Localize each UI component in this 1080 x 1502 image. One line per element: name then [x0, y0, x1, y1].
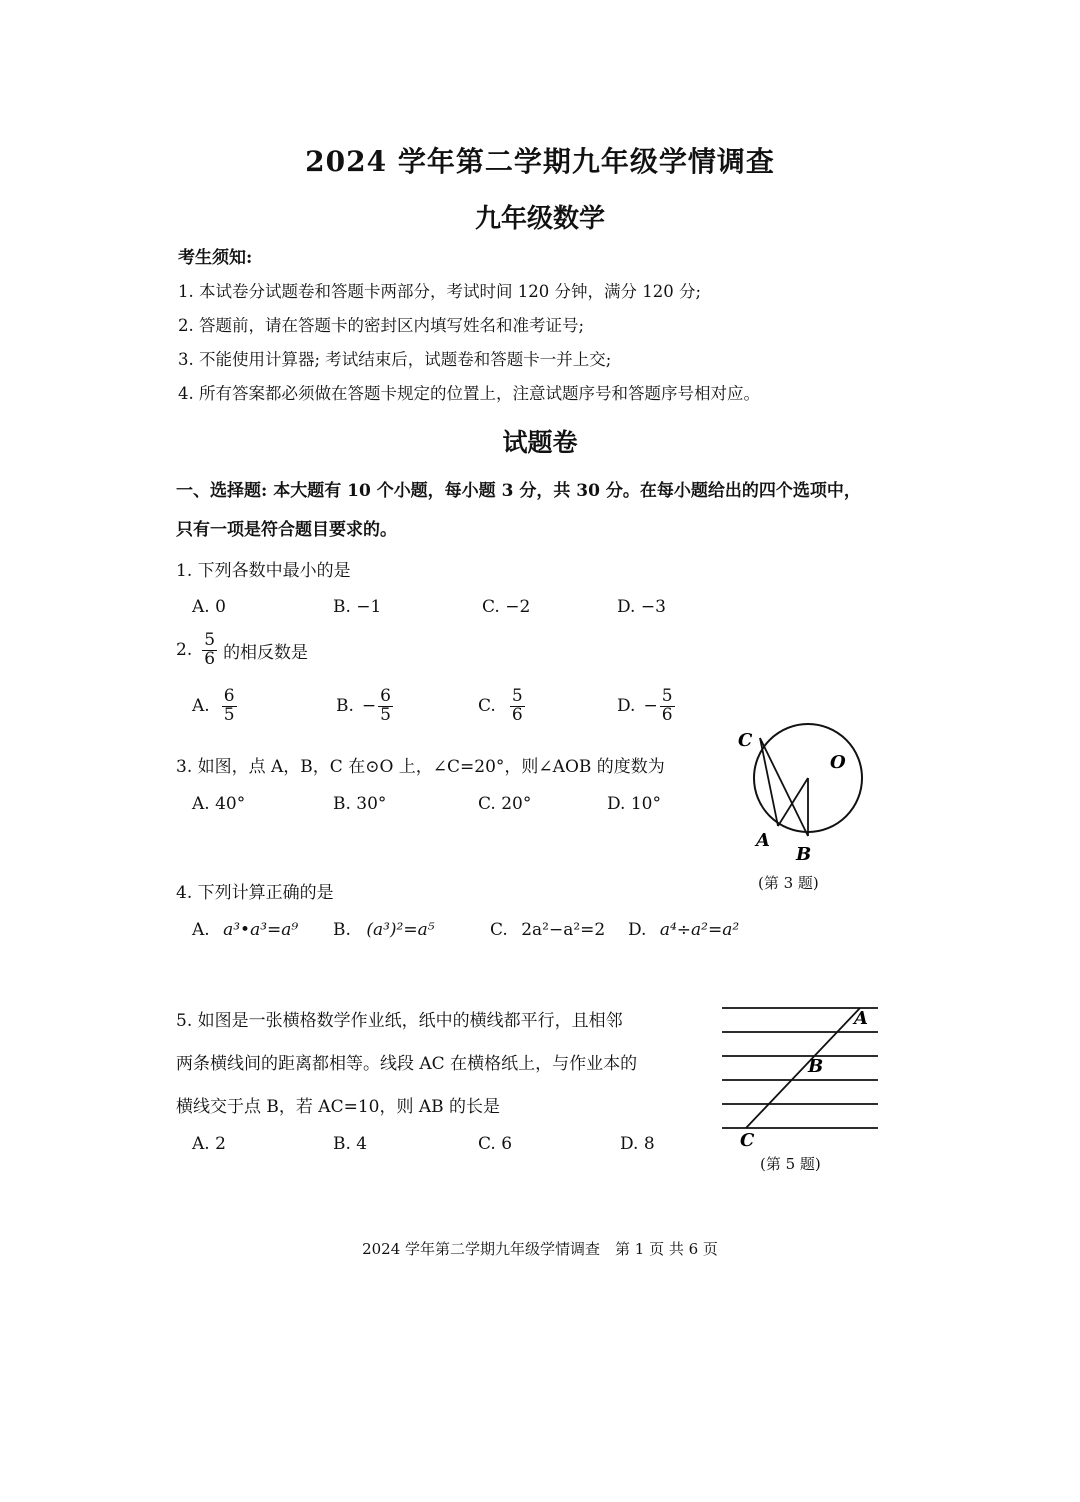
q4-b-expr: (a³)²=a⁵	[366, 920, 435, 940]
q1-stem: 1. 下列各数中最小的是	[176, 561, 351, 581]
q5-option-a: A. 2	[192, 1134, 226, 1154]
q5-label-c: C	[740, 1130, 755, 1150]
q4-b-label: B.	[333, 920, 351, 940]
q3-label-o: O	[830, 752, 846, 773]
q4-option-b	[333, 920, 435, 940]
q3-circle-figure	[730, 720, 880, 870]
q1-option-d: D. −3	[617, 597, 666, 617]
page-footer: 2024 学年第二学期九年级学情调查 第 1 页 共 6 页	[362, 1240, 718, 1258]
q3-label-b: B	[796, 844, 812, 865]
q5-option-d: D. 8	[620, 1134, 655, 1154]
q3-segment-ca	[760, 738, 778, 826]
exam-title: 2024 学年第二学期九年级学情调查	[305, 145, 775, 178]
q2-a-label: A.	[192, 696, 210, 717]
q4-option-a	[192, 920, 298, 940]
q2-c-fraction	[510, 688, 525, 725]
q5-stem-line2: 两条横线间的距离都相等。线段 AC 在横格纸上，与作业本的	[176, 1054, 638, 1074]
q2-option-b	[336, 688, 393, 725]
q2-d-num: 5	[661, 686, 673, 706]
part1-instructions-line1: 一、选择题: 本大题有 10 个小题，每小题 3 分，共 30 分。在每小题给出的四个选项中，	[176, 481, 861, 501]
notice-item: 1. 本试卷分试题卷和答题卡两部分，考试时间 120 分钟，满分 120 分;	[178, 282, 702, 301]
q2-b-sign: −	[361, 696, 377, 717]
notice-heading: 考生须知:	[178, 248, 253, 268]
q5-stem-line3: 横线交于点 B，若 AC=10，则 AB 的长是	[176, 1097, 501, 1117]
q1-option-b: B. −1	[333, 597, 382, 617]
q2-stem-text: 的相反数是	[223, 642, 309, 663]
q5-label-b: B	[808, 1056, 824, 1077]
q2-frac-den: 6	[204, 648, 216, 669]
q4-a-label: A.	[192, 920, 210, 940]
q2-option-d	[617, 688, 675, 725]
q2-b-num: 6	[380, 686, 391, 706]
notice-item: 4. 所有答案都必须做在答题卡规定的位置上，注意试题序号和答题序号相对应。	[178, 384, 760, 403]
q3-segment-cb	[760, 738, 808, 836]
q3-label-a: A	[756, 830, 770, 851]
q4-a-expr: a³•a³=a⁹	[223, 920, 299, 940]
q3-option-d: D. 10°	[607, 794, 661, 814]
q2-fraction	[202, 632, 217, 669]
q5-stem-line1: 5. 如图是一张横格数学作业纸，纸中的横线都平行，且相邻	[176, 1011, 623, 1031]
q2-a-fraction	[222, 688, 237, 725]
q2-c-den: 6	[511, 704, 523, 725]
q2-a-num: 6	[223, 686, 235, 706]
q2-a-den: 5	[223, 704, 235, 725]
q5-lined-paper-figure	[718, 1000, 883, 1150]
q2-number: 2.	[176, 640, 193, 661]
q2-stem	[176, 632, 308, 669]
q2-b-fraction	[378, 688, 393, 725]
q5-figure-caption: (第 5 题)	[760, 1155, 821, 1173]
q3-figure-caption: (第 3 题)	[758, 874, 819, 892]
notice-item: 3. 不能使用计算器; 考试结束后，试题卷和答题卡一并上交;	[178, 350, 612, 369]
notice-item: 2. 答题前，请在答题卡的密封区内填写姓名和准考证号;	[178, 316, 585, 335]
q3-label-c: C	[738, 730, 753, 751]
q4-d-expr: a⁴÷a²=a²	[659, 920, 740, 940]
q2-option-a	[192, 688, 237, 725]
q1-option-c: C. −2	[482, 597, 531, 617]
q2-b-den: 5	[380, 704, 391, 725]
subject-title: 九年级数学	[474, 204, 605, 234]
q4-c-expr: 2a²−a²=2	[521, 920, 606, 940]
q2-c-num: 5	[511, 686, 523, 706]
q5-label-a: A	[854, 1008, 868, 1029]
q2-frac-num: 5	[204, 630, 216, 650]
q3-option-a: A. 40°	[192, 794, 246, 814]
q4-c-label: C.	[490, 920, 508, 940]
q5-segment-ac	[746, 1008, 860, 1128]
q1-option-a: A. 0	[192, 597, 226, 617]
q4-option-c	[490, 920, 605, 940]
q5-option-b: B. 4	[333, 1134, 368, 1154]
q2-d-den: 6	[661, 704, 673, 725]
q3-option-b: B. 30°	[333, 794, 387, 814]
q2-d-fraction	[660, 688, 675, 725]
q4-option-d	[628, 920, 739, 940]
q3-stem: 3. 如图，点 A，B，C 在⊙O 上，∠C=20°，则∠AOB 的度数为	[176, 757, 665, 777]
section-title: 试题卷	[502, 428, 578, 457]
q3-option-c: C. 20°	[478, 794, 532, 814]
q2-c-label: C.	[478, 696, 496, 717]
q2-d-label: D.	[617, 696, 636, 717]
q5-option-c: C. 6	[478, 1134, 513, 1154]
q2-d-sign: −	[643, 696, 658, 717]
q4-d-label: D.	[628, 920, 647, 940]
q4-stem: 4. 下列计算正确的是	[176, 883, 334, 903]
part1-instructions-line2: 只有一项是符合题目要求的。	[176, 520, 397, 540]
q2-b-label: B.	[336, 696, 354, 717]
q2-option-c	[478, 688, 525, 725]
